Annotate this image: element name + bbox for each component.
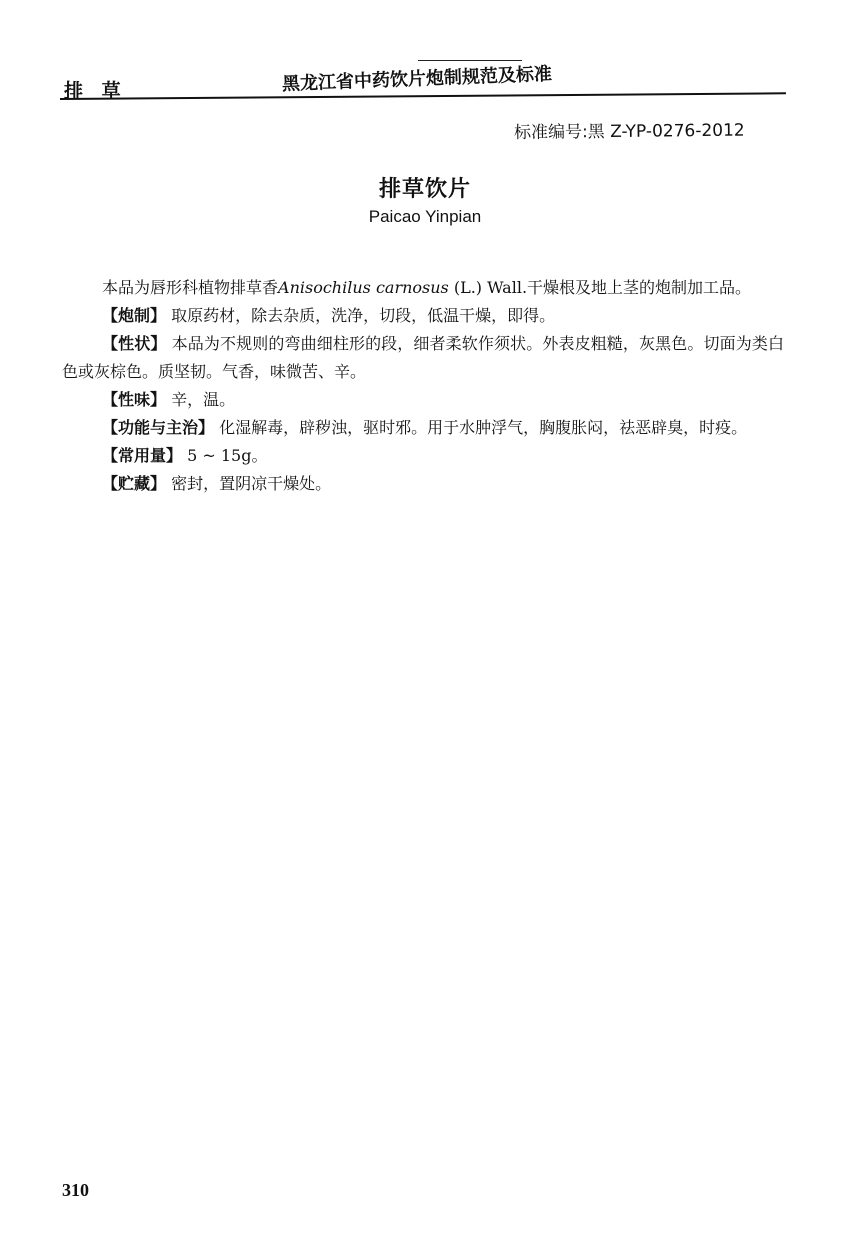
section-text: 化湿解毒，辟秽浊，驱时邪。用于水肿浮气，胸腹胀闷，祛恶辟臭，时疫。 (219, 418, 748, 437)
intro-text-end: (L.) Wall.干燥根及地上茎的炮制加工品。 (448, 278, 752, 297)
section-label: 【性状】 (102, 334, 167, 353)
latin-species-name: Anisochilus carnosus (278, 278, 449, 297)
header-rule (60, 92, 786, 100)
running-head-book-title: 黑龙江省中药饮片炮制规范及标准 (281, 63, 553, 95)
section-label: 【性味】 (102, 390, 167, 409)
standard-number: 标准编号:黑 Z-YP-0276-2012 (513, 120, 745, 143)
page-title: 排草饮片 (378, 177, 471, 202)
page-subtitle-pinyin: Paicao Yinpian (368, 207, 482, 226)
section-label: 【常用量】 (102, 446, 183, 465)
intro-paragraph (62, 274, 784, 302)
section-dosage (62, 442, 784, 470)
section-label: 【贮藏】 (102, 474, 167, 493)
section-text: 本品为不规则的弯曲细柱形的段，细者柔软作须状。外表皮粗糙，灰黑色。切面为类白色或灰棕色。质坚韧。气香，味微苦、辛。 (62, 334, 784, 381)
section-functions-indications (62, 414, 784, 442)
section-label: 【炮制】 (102, 306, 167, 325)
section-label: 【功能与主治】 (102, 418, 215, 437)
section-text: 密封，置阴凉干燥处。 (171, 474, 332, 493)
section-processing (62, 302, 784, 330)
intro-text-start: 本品为唇形科植物排草香 (102, 278, 279, 297)
section-text: 5 ~ 15g。 (187, 446, 268, 465)
monograph-body (62, 274, 784, 498)
section-storage (62, 470, 784, 498)
section-characteristics (62, 330, 784, 386)
section-text: 取原药材，除去杂质，洗净，切段，低温干燥，即得。 (171, 306, 556, 325)
page-number: 310 (62, 1180, 89, 1200)
section-nature-flavor (62, 386, 784, 414)
running-head-section: 排 草 (64, 80, 127, 102)
section-text: 辛，温。 (171, 390, 236, 409)
